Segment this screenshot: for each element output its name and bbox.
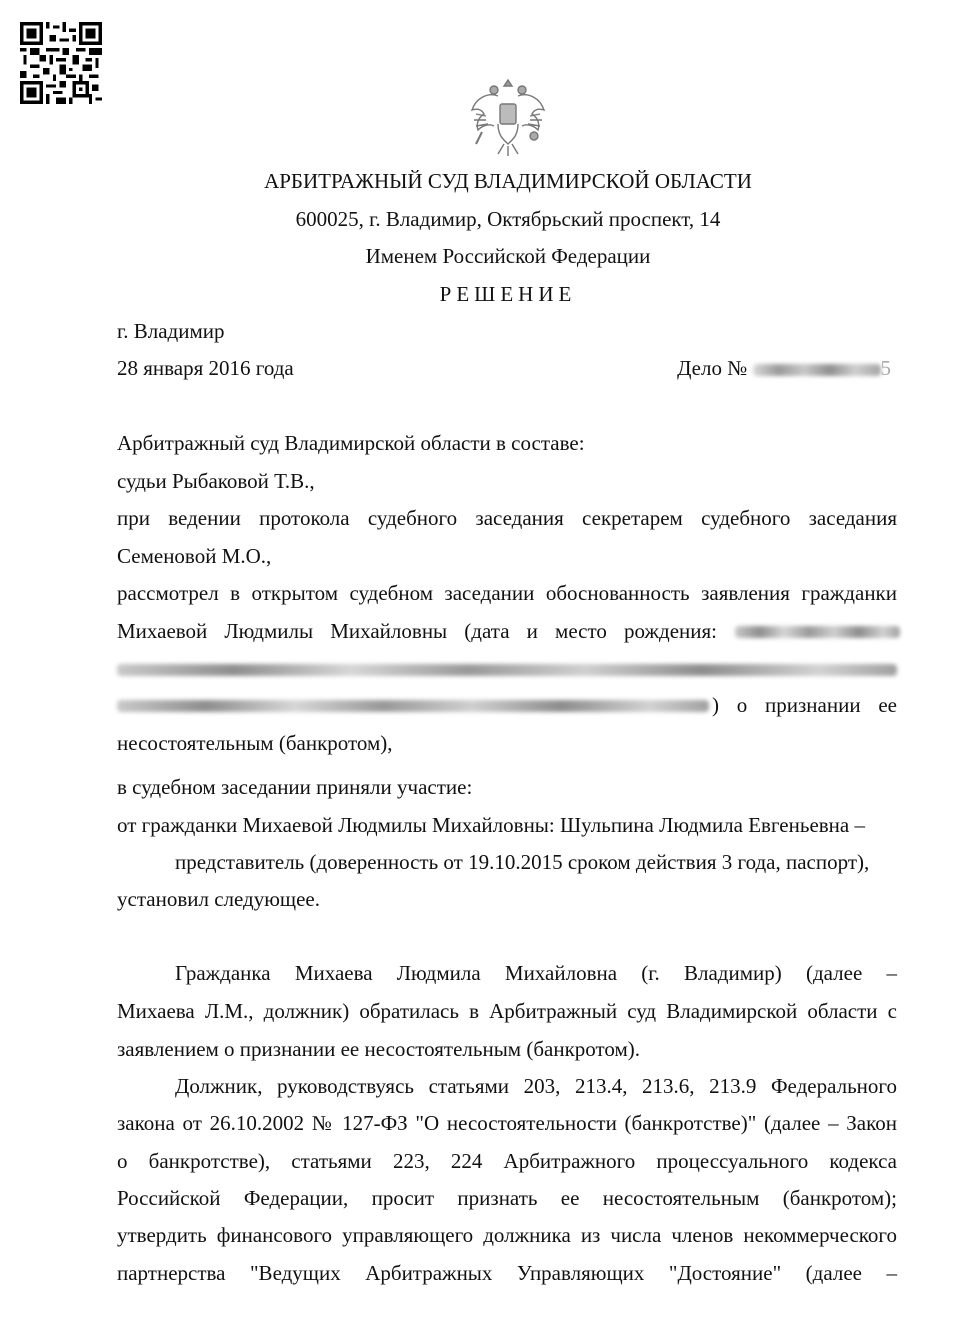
paragraph-line: Гражданка Михаева Людмила Михайловна (г. Владимир) (далее – xyxy=(175,961,897,985)
in-the-name-line: Именем Российской Федерации xyxy=(365,244,651,268)
body-line: судьи Рыбаковой Т.В., xyxy=(117,469,315,493)
paragraph-line: закона от 26.10.2002 № 127-ФЗ "О несостоятельности (банкротстве)" (далее – Закон xyxy=(117,1111,897,1135)
redacted-birth-data xyxy=(117,700,709,712)
body-line: представитель (доверенность от 19.10.2015 сроком действия 3 года, паспорт), xyxy=(175,850,870,874)
case-number xyxy=(677,355,891,381)
paragraph-line: заявлением о признании ее несостоятельным (банкротом). xyxy=(117,1037,641,1061)
body-line: ) о признании ее xyxy=(712,693,897,717)
redacted-birth-data xyxy=(117,664,897,676)
decision-date: 28 января 2016 года xyxy=(117,356,294,380)
redacted-case-number xyxy=(753,364,881,376)
paragraph-line: утвердить финансового управляющего должника из числа членов некоммерческого xyxy=(117,1223,897,1247)
body-line: при ведении протокола судебного заседания секретарем судебного заседания xyxy=(117,506,897,530)
body-line: рассмотрел в открытом судебном заседании обоснованность заявления гражданки xyxy=(117,581,897,605)
paragraph-line: о банкротстве), статьями 223, 224 Арбитражного процессуального кодекса xyxy=(117,1149,897,1173)
case-number-visible-digit: 5 xyxy=(880,356,891,380)
case-label: Дело № xyxy=(677,356,748,380)
court-name: АРБИТРАЖНЫЙ СУД ВЛАДИМИРСКОЙ ОБЛАСТИ xyxy=(264,169,752,193)
paragraph-line: Михаева Л.М., должник) обратилась в Арбитражный суд Владимирской области с xyxy=(117,999,897,1023)
date-case-row xyxy=(117,355,897,381)
paragraph-line: Российской Федерации, просит признать ее несостоятельным (банкротом); xyxy=(117,1186,897,1210)
qr-code-icon xyxy=(20,22,102,104)
city: г. Владимир xyxy=(117,319,225,343)
court-address: 600025, г. Владимир, Октябрьский проспект, 14 xyxy=(295,207,721,231)
paragraph-line: Должник, руководствуясь статьями 203, 213.4, 213.6, 213.9 Федерального xyxy=(175,1074,897,1098)
body-line: несостоятельным (банкротом), xyxy=(117,731,393,755)
body-line: Арбитражный суд Владимирской области в составе: xyxy=(117,431,585,455)
coat-of-arms-icon xyxy=(468,74,548,160)
body-line: Семеновой М.О., xyxy=(117,544,272,568)
body-line: установил следующее. xyxy=(117,887,320,911)
body-line: от гражданки Михаевой Людмилы Михайловны: Шульпина Людмила Евгеньевна – xyxy=(117,813,865,837)
body-line: Михаевой Людмилы Михайловны (дата и место рождения: xyxy=(117,619,717,643)
body-line: в судебном заседании приняли участие: xyxy=(117,775,473,799)
paragraph-line: партнерства "Ведущих Арбитражных Управляющих "Достояние" (далее – xyxy=(117,1261,897,1285)
document-type-title: РЕШЕНИЕ xyxy=(439,282,577,306)
redacted-birth-data xyxy=(735,626,900,638)
